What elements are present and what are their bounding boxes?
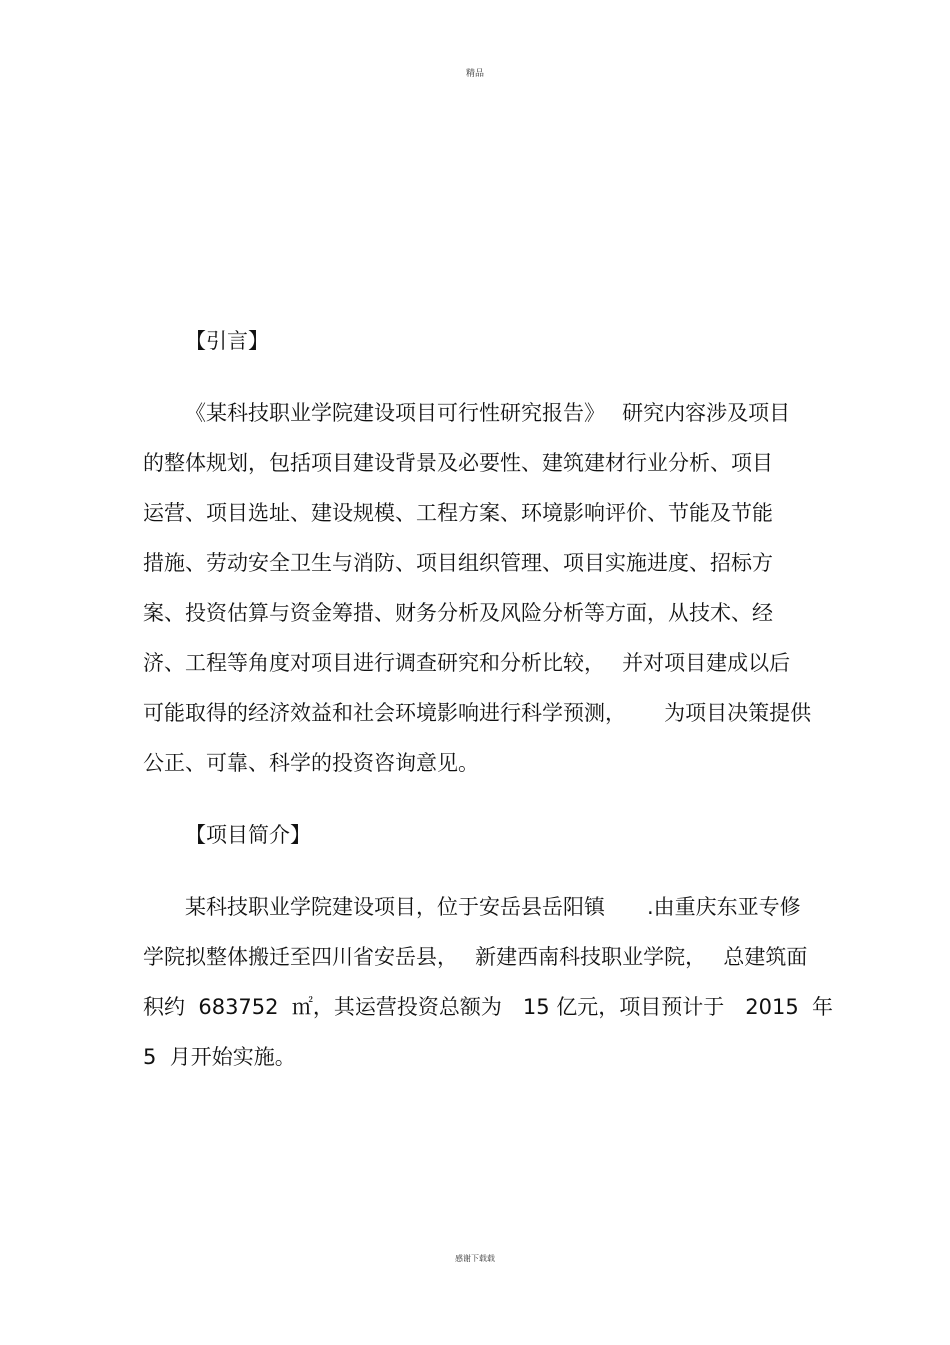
intro-line: 公正、可靠、科学的投资咨询意见。 bbox=[143, 751, 479, 775]
page-header-mark: 精品 bbox=[465, 69, 484, 79]
intro-line: 的整体规划，包括项目建设背景及必要性、建筑建材行业分析、项目 bbox=[143, 451, 773, 475]
intro-line: 《某科技职业学院建设项目可行性研究报告》 研究内容涉及项目 bbox=[185, 401, 791, 425]
intro-line: 可能取得的经济效益和社会环境影响进行科学预测， 为项目决策提供 bbox=[143, 701, 812, 725]
intro-line: 运营、项目选址、建设规模、工程方案、环境影响评价、节能及节能 bbox=[143, 501, 773, 525]
project-line: 学院拟整体搬迁至四川省安岳县， 新建西南科技职业学院， 总建筑面 bbox=[143, 945, 808, 969]
intro-line: 济、工程等角度对项目进行调查研究和分析比较， 并对项目建成以后 bbox=[143, 651, 791, 675]
project-heading: 【项目简介】 bbox=[185, 823, 311, 847]
project-line: 5 月开始实施。 bbox=[143, 1045, 296, 1069]
project-line: 积约 683752 ㎡，其运营投资总额为 15 亿元，项目预计于 2015 年 bbox=[143, 995, 834, 1019]
intro-line: 案、投资估算与资金筹措、财务分析及风险分析等方面，从技术、经 bbox=[143, 601, 773, 625]
page-footer-mark: 感谢下载载 bbox=[455, 1254, 495, 1263]
intro-line: 措施、劳动安全卫生与消防、项目组织管理、项目实施进度、招标方 bbox=[143, 551, 773, 575]
intro-heading: 【引言】 bbox=[185, 329, 269, 353]
project-line: 某科技职业学院建设项目，位于安岳县岳阳镇 .由重庆东亚专修 bbox=[185, 895, 801, 919]
